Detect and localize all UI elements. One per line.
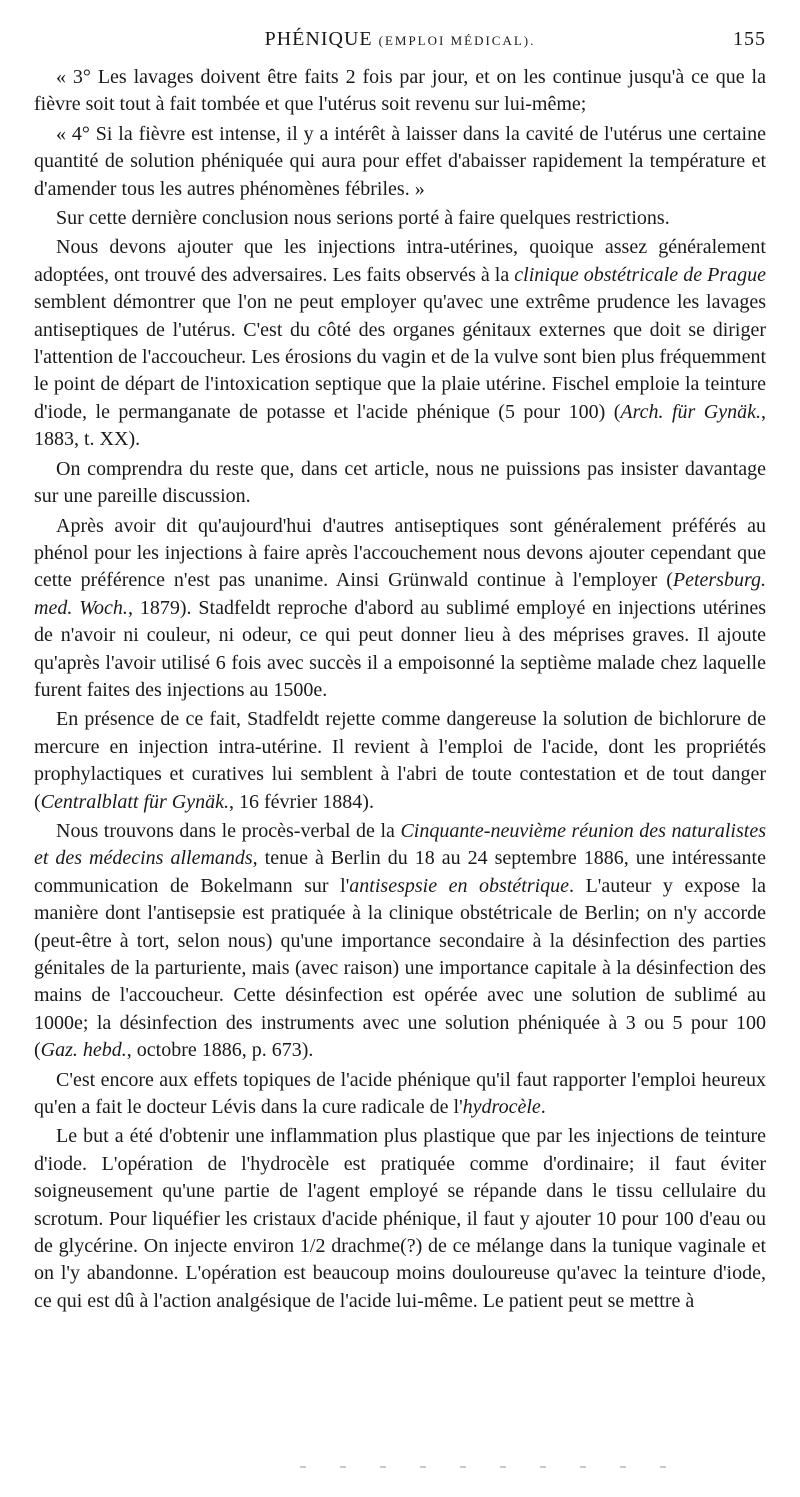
header-title-main: PHÉNIQUE [264,28,373,50]
paragraph-text: semblent démontrer que l'on ne peut employer qu'avec une extrême prudence les lavages antiseptiques de l'utérus. C'est du côté des organes génitaux externes que doit se diriger l'attention de l'accoucheur. Les érosions du vagin et de la vulve sont bien plus fréquemment le point de départ de l'intoxication septique que la plaie utérine. Fischel emploie la teinture d'iode, le permanganate de potasse et l'acide phénique (5 pour 100) ( [34,291,767,423]
document-page [34,28,766,1315]
paragraph [34,205,766,232]
body-text [34,64,766,1315]
paragraph [34,64,766,119]
italic-text: Cinquante-neuvième réunion des naturalistes et des médecins allemands [34,819,766,870]
paragraph-text: . L'auteur y expose la manière dont l'antisepsie est pratiquée à la clinique obstétricale de Berlin; on n'y accorde (peut-être à tort, selon nous) qu'une importance secondaire à la désinfection des parties génitales de la parturiente, mais (avec raison) une importance capitale à la désinfection des mains de l'accoucheur. Cette désinfection est opérée avec une solution de sublimé au 1000e; la désinfection des instruments avec une solution phéniquée à 3 ou 5 pour 100 ( [34,874,767,1062]
paragraph [34,234,766,453]
paragraph-text: En présence de ce fait, Stadfeldt rejette comme dangereuse la solution de bichlorure de mercure en injection intra-utérine. Il revient à l'emploi de l'acide, dont les propriétés prophylactiques et curatives lui semblent à l'abri de toute contestation et de tout danger ( [34,708,766,813]
paragraph [34,513,766,705]
paragraph-text: , 1879). Stadfeldt reproche d'abord au sublimé employé en injections utérines de n'avoir ni couleur, ni odeur, ce qui peut donner lieu à des méprises graves. Il ajoute qu'après l'avoir utilisé 6 fois avec succès il a empoisonné la septième malade chez laquelle furent faites des injections au 1500e. [34,596,766,701]
paragraph [34,1067,766,1122]
bottom-smudge [300,1466,680,1468]
paragraph-text: On comprendra du reste que, dans cet article, nous ne puissions pas insister davantage sur une pareille discussion. [34,457,766,508]
page-number: 155 [733,28,766,50]
paragraph-text: C'est encore aux effets topiques de l'acide phénique qu'il faut rapporter l'emploi heureux qu'en a fait le docteur Lévis dans la cure radicale de l' [34,1068,766,1119]
italic-text: clinique obstétricale de Prague [514,263,766,286]
paragraph [34,1123,766,1315]
paragraph-text: Nous devons ajouter que les injections intra-utérines, quoique assez généralement adoptées, ont trouvé des adversaires. Les faits observés à la [34,236,766,286]
italic-text: Petersburg. med. Woch. [34,569,766,619]
header-title-small: (EMPLOI MÉDICAL). [378,33,536,48]
italic-text: hydrocèle [462,1096,541,1119]
italic-text: Centralblatt für Gynäk. [40,790,229,813]
paragraph [34,121,766,203]
paragraph-text: Après avoir dit qu'aujourd'hui d'autres antiseptiques sont généralement préférés au phénol pour les injections à faire après l'accouchement nous devons ajouter cependant que cette préférence n'est pas unanime. Ainsi Grünwald continue à l'employer ( [34,514,766,592]
paragraph-text: Le but a été d'obtenir une inflammation plus plastique que par les injections de teinture d'iode. L'opération de l'hydrocèle est pratiquée comme d'ordinaire; il faut éviter soigneusement qu'une partie de l'agent employé se répande dans le tissu cellulaire du scrotum. Pour liquéfier les cristaux d'acide phénique, il faut y ajouter 10 pour 100 d'eau ou de glycérine. On injecte environ 1/2 drachme(?) de ce mélange dans la tunique vaginale et on l'y abandonne. L'opération est beaucoup moins douloureuse qu'avec la teinture d'iode, ce qui est dû à l'action analgésique de l'acide lui-même. Le patient peut se mettre à [34,1125,766,1312]
paragraph-text: Nous trouvons dans le procès-verbal de la [56,819,401,842]
running-header [34,28,766,58]
paragraph [34,818,766,1065]
paragraph-text: . [540,1096,546,1119]
paragraph-text: « 4° Si la fièvre est intense, il y a intérêt à laisser dans la cavité de l'utérus une certaine quantité de solution phéniquée qui aura pour effet d'abaisser rapidement la température et d'amender tous les autres phénomènes fébriles. » [34,122,766,200]
paragraph-text: , 16 février 1884). [229,790,374,813]
paragraph-text: « 3° Les lavages doivent être faits 2 fois par jour, et on les continue jusqu'à ce que la fièvre soit tout à fait tombée et que l'utérus soit revenu sur lui-même; [34,66,766,116]
italic-text: Arch. für Gynäk. [620,400,762,423]
paragraph-text: , octobre 1886, p. 673). [126,1039,314,1062]
paragraph-text: , tenue à Berlin du 18 au 24 septembre 1886, une intéressante communication de Bokelmann sur l' [34,847,766,897]
paragraph [34,456,766,511]
paragraph-text: Sur cette dernière conclusion nous serions porté à faire quelques restrictions. [56,207,670,230]
italic-text: Gaz. hebd. [40,1039,127,1062]
paragraph-text: , 1883, t. XX). [34,400,767,451]
italic-text: antisespsie en obstétrique [349,874,570,897]
paragraph [34,706,766,816]
header-title [265,28,536,51]
